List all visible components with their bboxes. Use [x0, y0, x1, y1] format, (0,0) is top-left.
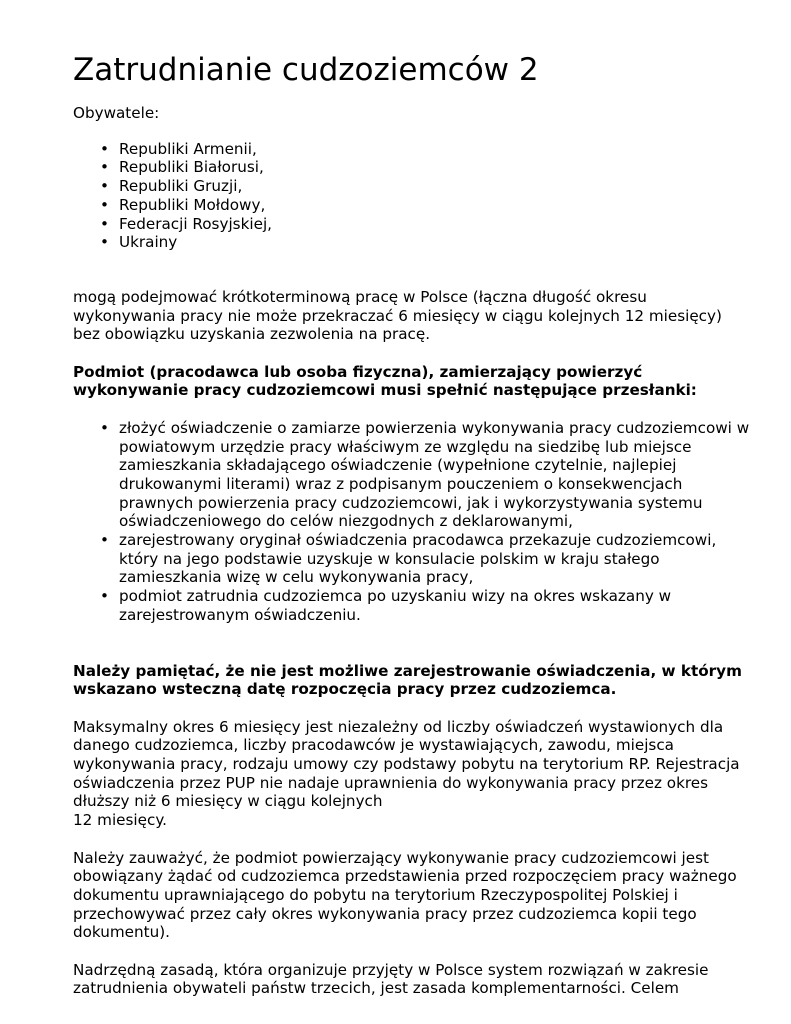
- paragraph-max-period-main: Maksymalny okres 6 miesięcy jest niezależny od liczby oświadczeń wystawionych dla danego cudzoziemca, liczby pracodawców je wystawiających, zawodu, miejsca wykonywania pracy, rodzaju umowy czy podstawy pobytu na terytorium RP. Rejestracja oświadczenia przez PUP nie nadaje uprawnienia do wykonywania pracy przez okres dłuższy niż 6 miesięcy w ciągu kolejnych: [73, 717, 740, 811]
- conditions-list: [73, 419, 753, 625]
- document-page: [73, 50, 753, 998]
- list-item: • złożyć oświadczenie o zamiarze powierzenia wykonywania pracy cudzoziemcowi w powiatowym urzędzie pracy właściwym ze względu na siedzibę lub miejsce zamieszkania składającego oświadczenie (wypełnione czytelnie, najlepiej drukowanymi literami) wraz z podpisanym pouczeniem o konsekwencjach prawnych powierzenia pracy cudzoziemcowi, jak i wykorzystywania systemu oświadczeniowego do celów niezgodnych z deklarowanymi,: [119, 419, 753, 531]
- list-item: • podmiot zatrudnia cudzoziemca po uzyskaniu wizy na okres wskazany w zarejestrowanym oświadczeniu.: [119, 587, 753, 624]
- paragraph-complementarity: Nadrzędną zasadą, która organizuje przyjęty w Polsce system rozwiązań w zakresie zatrudnienia obywateli państw trzecich, jest zasada komplementarności. Celem: [73, 960, 709, 998]
- conditions-heading: Podmiot (pracodawca lub osoba fizyczna), zamierzający powierzyć wykonywanie pracy cudzoziemcowi musi spełnić następujące przesłanki:: [73, 362, 697, 400]
- list-item: • Federacji Rosyjskiej,: [119, 215, 753, 234]
- paragraph-max-period: [73, 718, 753, 830]
- list-item: • Ukrainy: [119, 233, 753, 252]
- paragraph-short-term-work: mogą podejmować krótkoterminową pracę w Polsce (łączna długość okresu wykonywania pracy nie może przekraczać 6 miesięcy w ciągu kolejnych 12 miesięcy) bez obowiązku uzyskania zezwolenia na pracę.: [73, 287, 722, 344]
- list-item: • zarejestrowany oryginał oświadczenia pracodawca przekazuje cudzoziemcowi, który na jego podstawie uzyskuje w konsulacie polskim w kraju stałego zamieszkania wizę w celu wykonywania pracy,: [119, 531, 753, 587]
- paragraph-max-period-tail: 12 miesięcy.: [73, 811, 167, 830]
- intro-text: Obywatele:: [73, 104, 160, 122]
- paragraph-document-obligation: Należy zauważyć, że podmiot powierzający wykonywanie pracy cudzoziemcowi jest obowiązany żądać od cudzoziemca przedstawienia przed rozpoczęciem pracy ważnego dokumentu uprawniającego do pobytu na terytorium Rzeczypospolitej Polskiej i przechowywać przez cały okres wykonywania pracy przez cudzoziemca kopii tego dokumentu).: [73, 848, 737, 942]
- countries-list: [73, 140, 753, 252]
- list-item: • Republiki Mołdowy,: [119, 196, 753, 215]
- page-title: Zatrudnianie cudzoziemców 2: [73, 52, 539, 88]
- list-item: • Republiki Białorusi,: [119, 158, 753, 177]
- list-item: • Republiki Gruzji,: [119, 177, 753, 196]
- list-item: • Republiki Armenii,: [119, 140, 753, 159]
- warning-text: Należy pamiętać, że nie jest możliwe zarejestrowanie oświadczenia, w którym wskazano wsteczną datę rozpoczęcia pracy przez cudzoziemca.: [73, 661, 742, 699]
